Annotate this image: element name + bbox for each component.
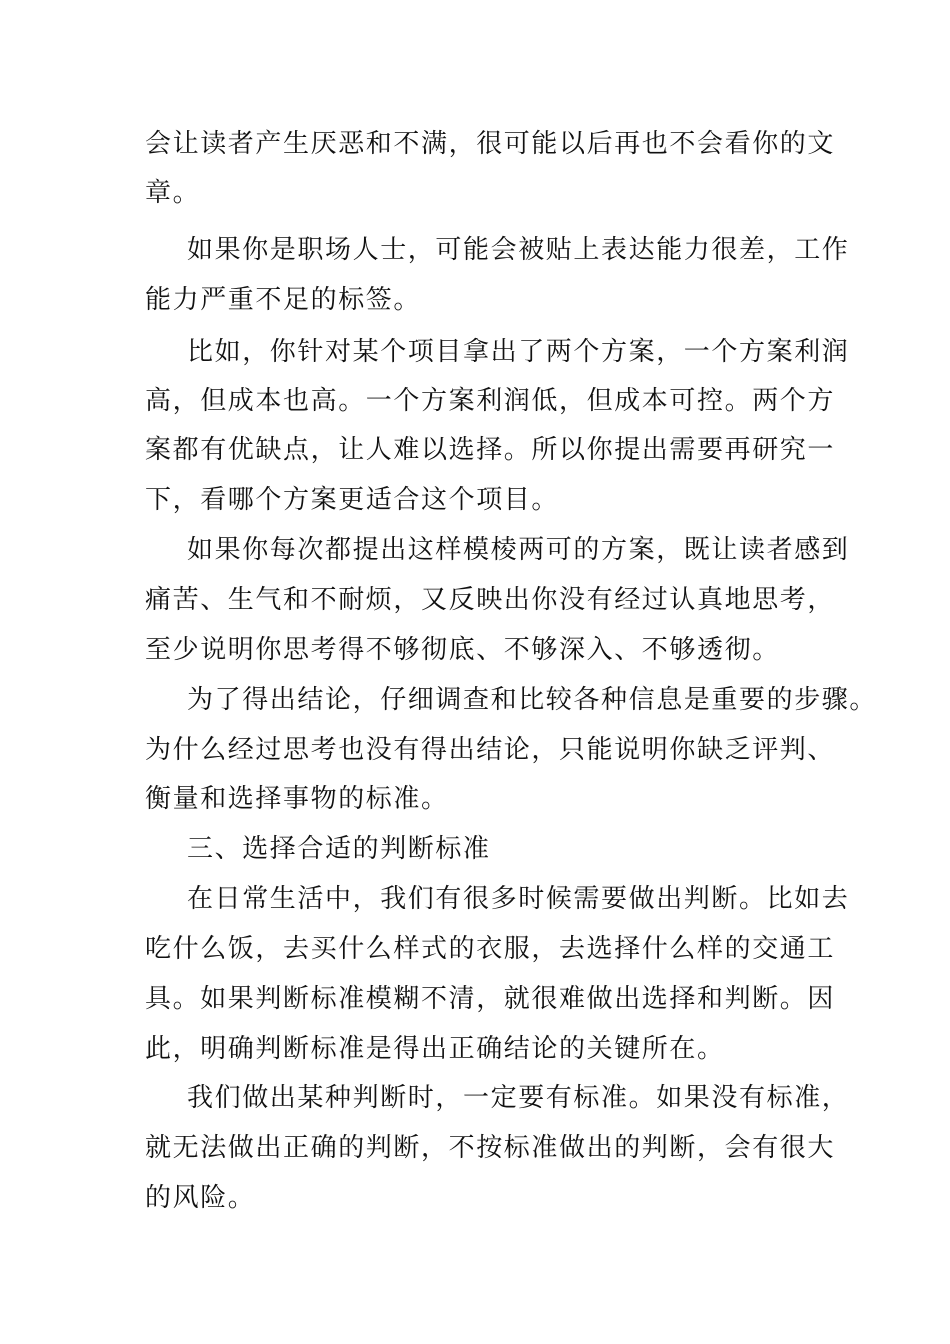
text-line: 下，看哪个方案更适合这个项目。: [145, 485, 560, 515]
text-line: 具。如果判断标准模糊不清，就很难做出选择和判断。因: [145, 984, 836, 1014]
text-line: 痛苦、生气和不耐烦，又反映出你没有经过认真地思考，: [145, 585, 836, 615]
text-line: 衡量和选择事物的标准。: [145, 784, 449, 814]
paragraph-start: 在日常生活中，我们有很多时候需要做出判断。比如去: [187, 884, 850, 914]
text-line: 就无法做出正确的判断，不按标准做出的判断，会有很大: [145, 1133, 836, 1163]
paragraph-start: 为了得出结论，仔细调查和比较各种信息是重要的步骤。: [187, 685, 878, 715]
text-line: 吃什么饭，去买什么样式的衣服，去选择什么样的交通工: [145, 934, 836, 964]
text-line: 至少说明你思考得不够彻底、不够深入、不够透彻。: [145, 635, 780, 665]
paragraph-start: 如果你每次都提出这样模棱两可的方案，既让读者感到: [187, 535, 850, 565]
text-line: 能力严重不足的标签。: [145, 285, 422, 315]
text-line: 此，明确判断标准是得出正确结论的关键所在。: [145, 1034, 725, 1064]
text-line: 的风险。: [145, 1183, 256, 1213]
text-line: 为什么经过思考也没有得出结论，只能说明你缺乏评判、: [145, 735, 836, 765]
paragraph-start: 如果你是职场人士，可能会被贴上表达能力很差，工作: [187, 235, 850, 265]
text-line: 章。: [145, 178, 201, 208]
text-line: 案都有优缺点，让人难以选择。所以你提出需要再研究一: [145, 435, 836, 465]
section-heading: 三、选择合适的判断标准: [187, 834, 491, 864]
paragraph-start: 比如，你针对某个项目拿出了两个方案，一个方案利润: [187, 337, 850, 367]
paragraph-start: 我们做出某种判断时，一定要有标准。如果没有标准，: [187, 1083, 850, 1113]
text-line: 会让读者产生厌恶和不满，很可能以后再也不会看你的文: [145, 129, 836, 159]
text-line: 高，但成本也高。一个方案利润低，但成本可控。两个方: [145, 386, 836, 416]
